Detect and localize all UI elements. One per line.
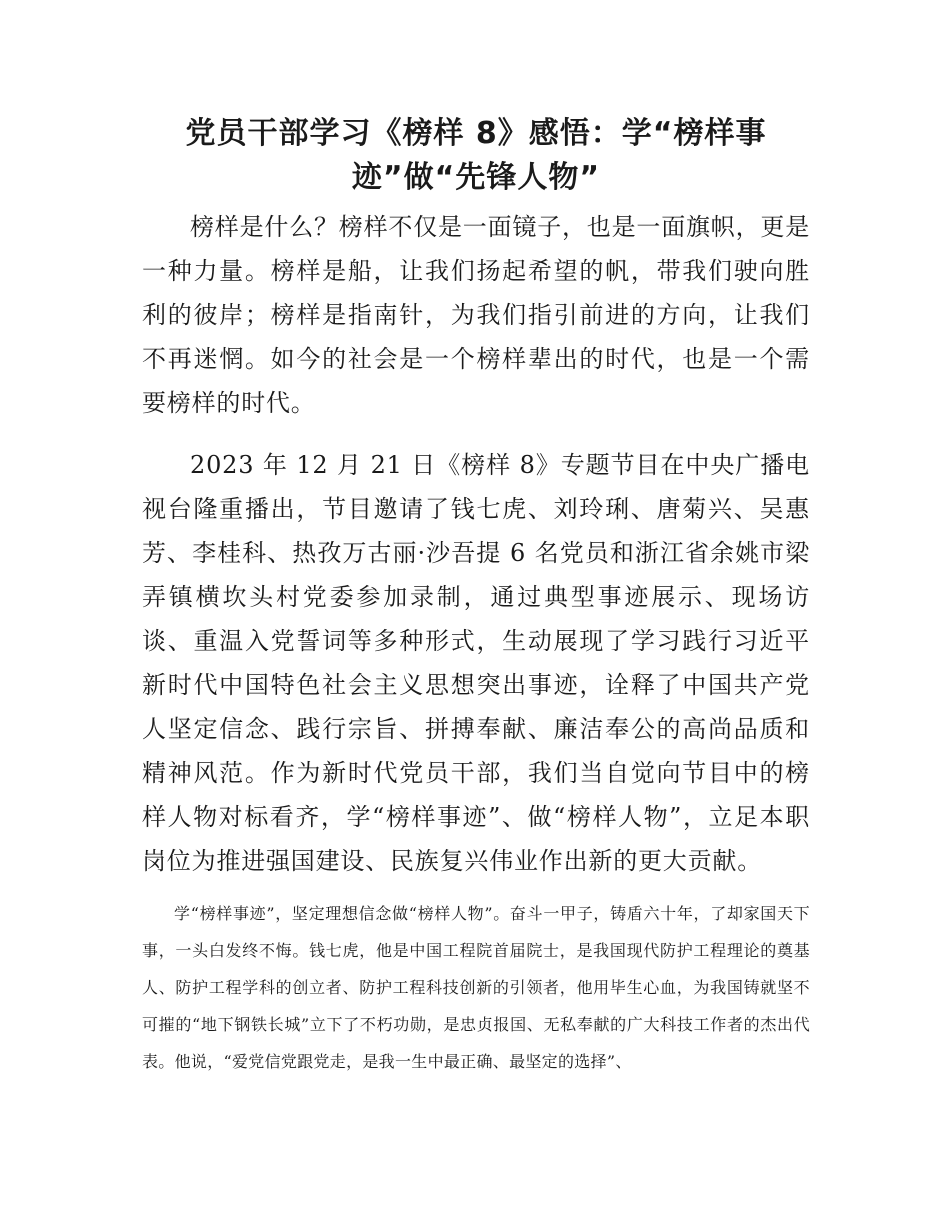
paragraph-program: 2023 年 12 月 21 日《榜样 8》专题节目在中央广播电视台隆重播出，节目邀请了钱七虎、刘玲琍、唐菊兴、吴惠芳、李桂科、热孜万古丽·沙吾提 6 名党员和浙江省余姚市梁弄镇横坎头村党委参加录制，通过典型事迹展示、现场访谈、重温入党誓词等多种形式，生动展现了学习践行习近平新时代中国特色社会主义思想突出事迹，诠释了中国共产党人坚定信念、践行宗旨、拼搏奉献、廉洁奉公的高尚品质和精神风范。作为新时代党员干部，我们当自觉向节目中的榜样人物对标看齐，学“榜样事迹”、做“榜样人物”，立足本职岗位为推进强国建设、民族复兴伟业作出新的更大贡献。 [142, 451, 810, 875]
paragraph-intro: 榜样是什么？榜样不仅是一面镜子，也是一面旗帜，更是一种力量。榜样是船，让我们扬起希望的帆，带我们驶向胜利的彼岸；榜样是指南针，为我们指引前进的方向，让我们不再迷惘。如今的社会是一个榜样辈出的时代，也是一个需要榜样的时代。 [142, 213, 810, 417]
document-title: 党员干部学习《榜样 8》感悟：学“榜样事迹”做“先锋人物” [185, 116, 767, 195]
paragraph-example: 学“榜样事迹”，坚定理想信念做“榜样人物”。奋斗一甲子，铸盾六十年，了却家国天下事，一头白发终不悔。钱七虎，他是中国工程院首届院士，是我国现代防护工程理论的奠基人、防护工程学科的创立者、防护工程科技创新的引领者，他用毕生心血，为我国铸就坚不可摧的“地下钢铁长城”立下了不朽功勋，是忠贞报国、无私奉献的广大科技工作者的杰出代表。他说，“爱党信党跟党走，是我一生中最正确、最坚定的选择”、 [142, 904, 810, 1071]
document-page [142, 112, 810, 1080]
